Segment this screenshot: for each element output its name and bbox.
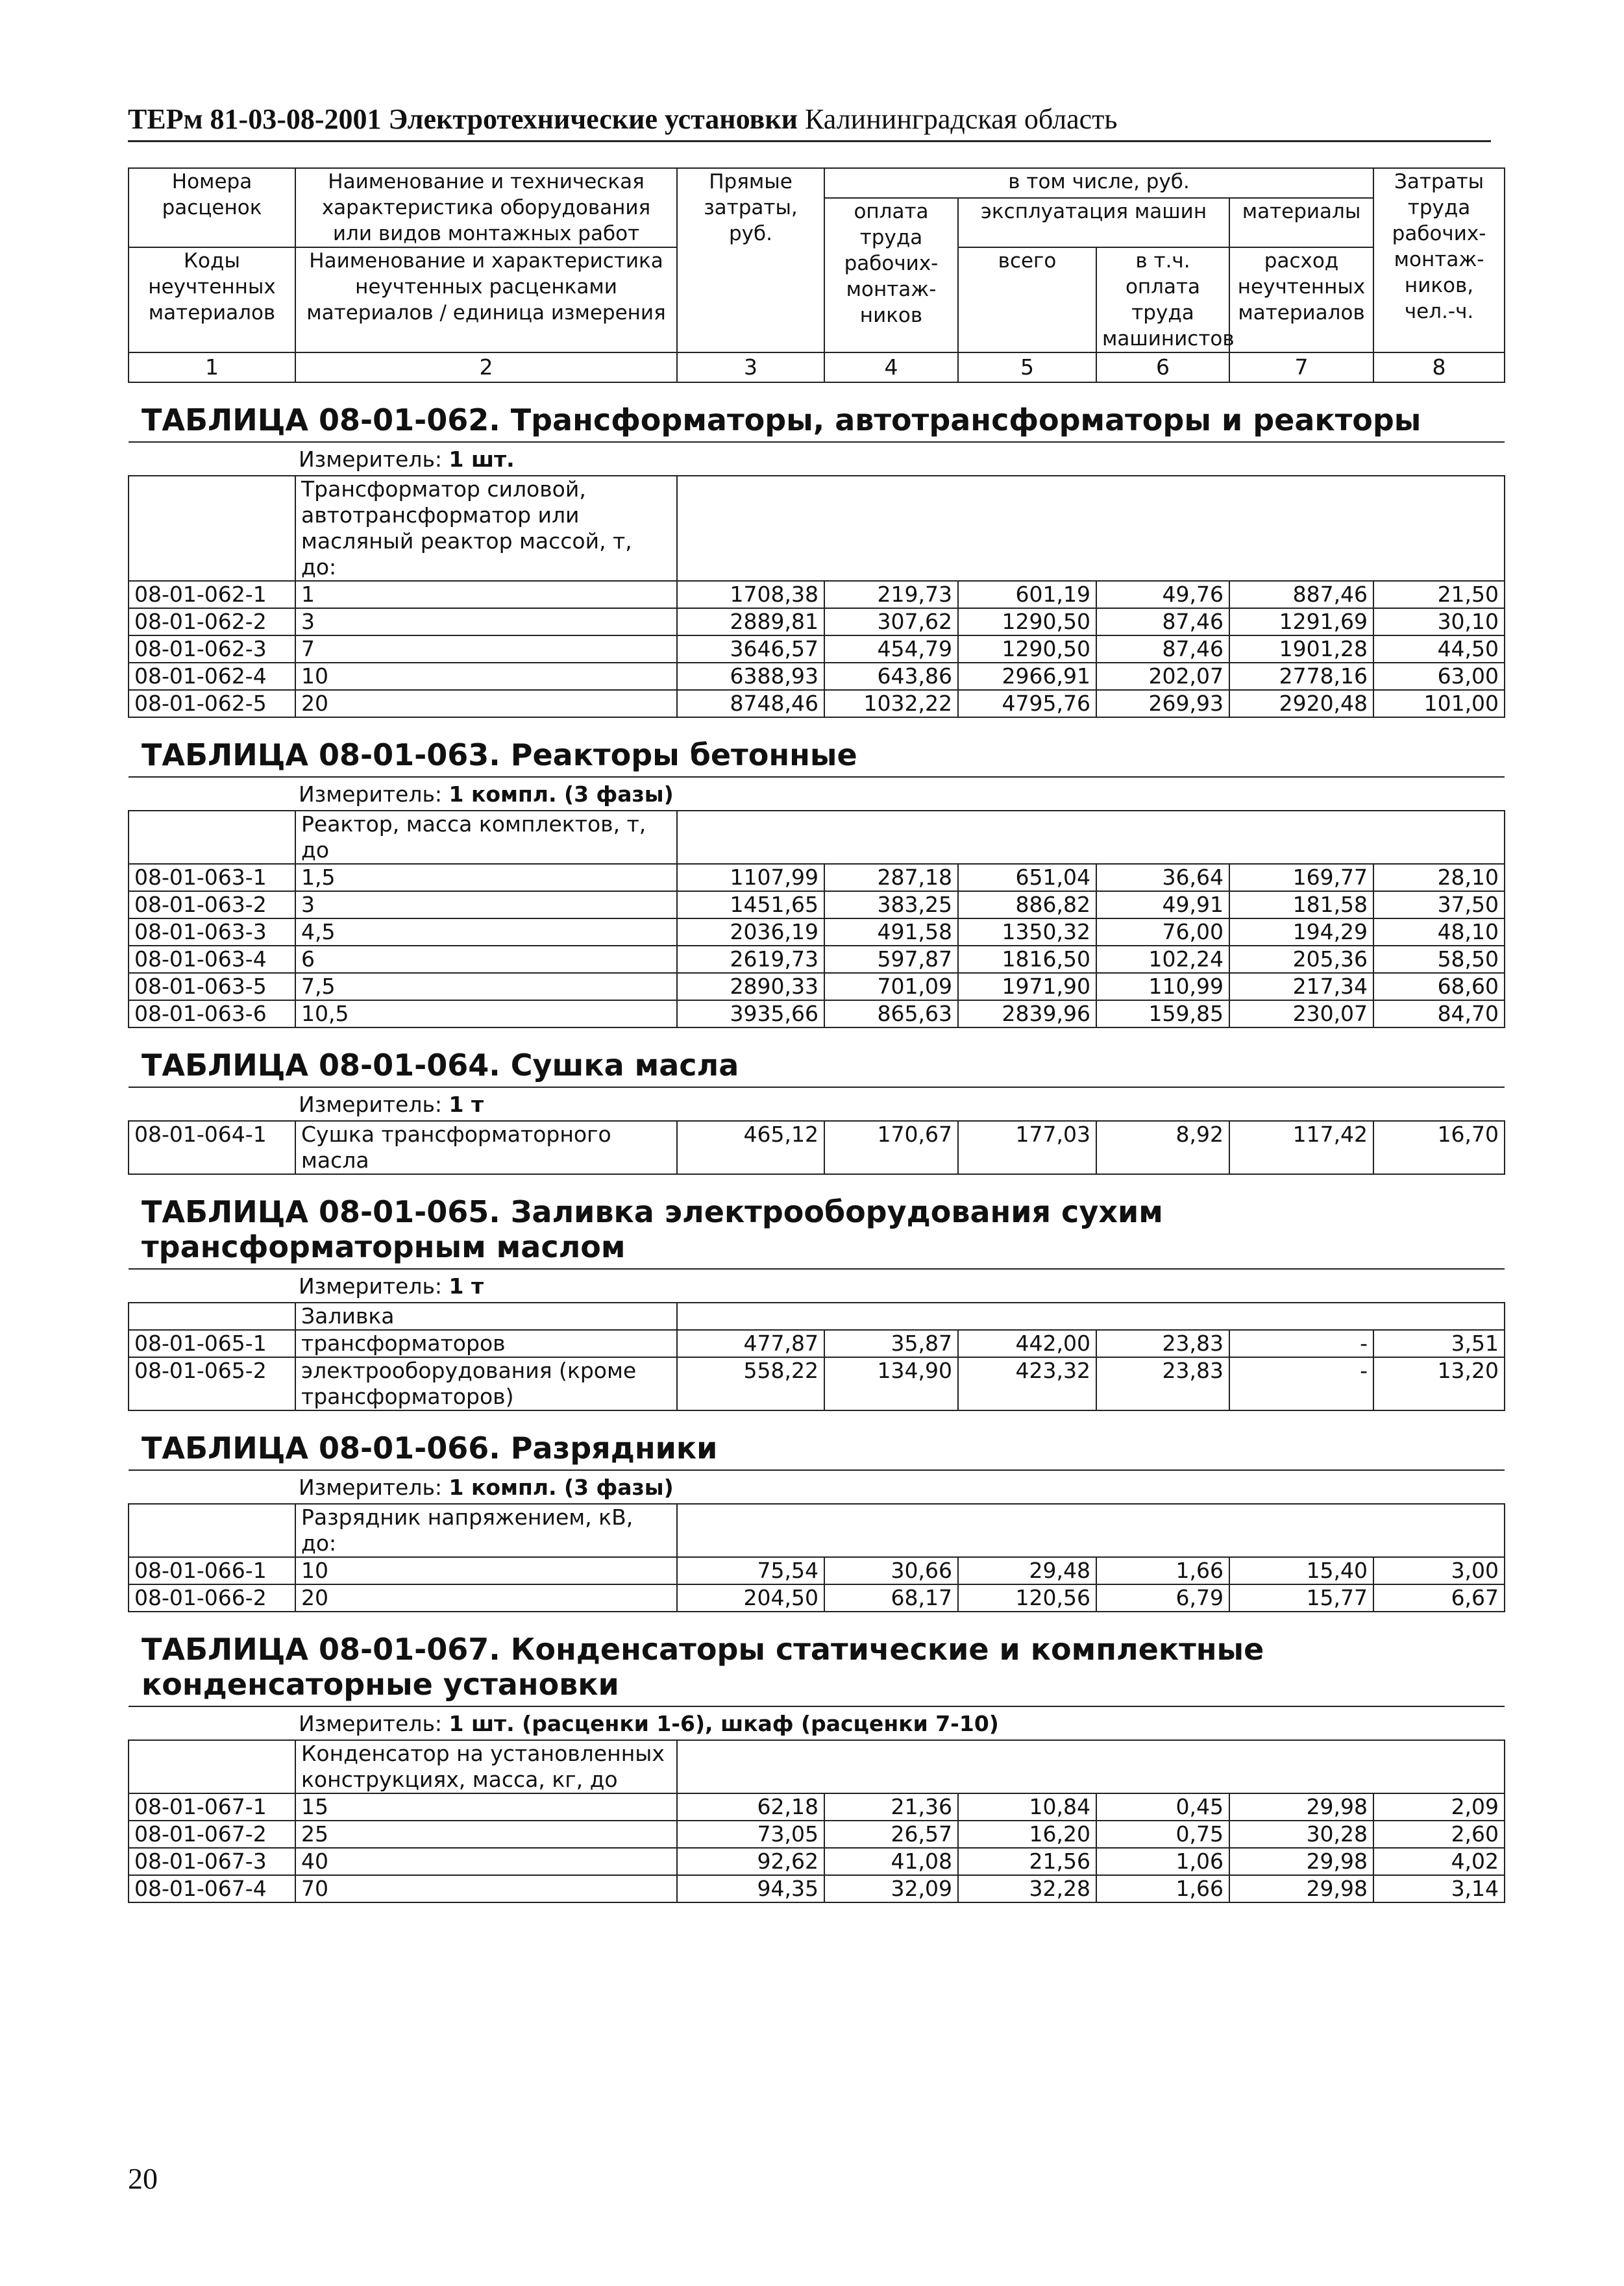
table-row: [129, 1584, 1505, 1612]
header-materials: материалы: [1229, 198, 1373, 247]
machine-wages-value: 102,24: [1096, 946, 1229, 973]
section-title-row: [129, 1612, 1505, 1706]
materials-value: -: [1229, 1357, 1373, 1410]
materials-value: 15,77: [1229, 1584, 1373, 1612]
measure-value: 1 т: [449, 1092, 484, 1117]
machines-total-value: 177,03: [958, 1121, 1096, 1174]
rate-name: 20: [295, 690, 677, 717]
wages-value: 30,66: [824, 1557, 958, 1584]
rate-code: 08-01-063-5: [129, 973, 295, 1000]
rate-name: 3: [295, 891, 677, 918]
rate-name: 10,5: [295, 1000, 677, 1027]
machine-wages-value: 1,06: [1096, 1848, 1229, 1875]
table-row: [129, 1557, 1505, 1584]
description-code-cell: [129, 811, 295, 864]
direct-costs-value: 477,87: [677, 1330, 824, 1357]
measure-value: 1 т: [449, 1273, 484, 1299]
table-row: [129, 608, 1505, 635]
measure-value: 1 шт.: [449, 447, 515, 472]
rate-code: 08-01-062-3: [129, 635, 295, 663]
labor-value: 16,70: [1373, 1121, 1505, 1174]
rate-name: 40: [295, 1848, 677, 1875]
direct-costs-value: 3935,66: [677, 1000, 824, 1027]
rate-code: 08-01-063-3: [129, 918, 295, 946]
labor-value: 84,70: [1373, 1000, 1505, 1027]
direct-costs-value: 8748,46: [677, 690, 824, 717]
machines-total-value: 1816,50: [958, 946, 1096, 973]
wages-value: 26,57: [824, 1821, 958, 1848]
machine-wages-value: 6,79: [1096, 1584, 1229, 1612]
materials-value: 2778,16: [1229, 663, 1373, 690]
direct-costs-value: 1451,65: [677, 891, 824, 918]
rate-name: 7: [295, 635, 677, 663]
rate-code: 08-01-067-3: [129, 1848, 295, 1875]
direct-costs-value: 2889,81: [677, 608, 824, 635]
direct-costs-value: 94,35: [677, 1875, 824, 1902]
rate-code: 08-01-067-1: [129, 1793, 295, 1821]
labor-value: 68,60: [1373, 973, 1505, 1000]
header-machines-wages: в т.ч. оплата труда машинистов: [1096, 247, 1229, 352]
direct-costs-value: 1708,38: [677, 581, 824, 608]
machine-wages-value: 269,93: [1096, 690, 1229, 717]
table-row: [129, 1121, 1505, 1174]
materials-value: 194,29: [1229, 918, 1373, 946]
rate-code: 08-01-065-2: [129, 1357, 295, 1410]
machines-total-value: 21,56: [958, 1848, 1096, 1875]
header-labor: Затраты труда рабочих-монтаж-ников, чел.-ч.: [1373, 168, 1505, 352]
description-row: [129, 1504, 1505, 1557]
wages-value: 170,67: [824, 1121, 958, 1174]
labor-value: 101,00: [1373, 690, 1505, 717]
machine-wages-value: 23,83: [1096, 1357, 1229, 1410]
table-row: [129, 1848, 1505, 1875]
machine-wages-value: 87,46: [1096, 635, 1229, 663]
page-number: 20: [128, 2162, 158, 2195]
table-body: [129, 382, 1505, 1902]
header-codes-top: Номера расценок: [129, 168, 295, 247]
machines-total-value: 2966,91: [958, 663, 1096, 690]
machine-wages-value: 49,91: [1096, 891, 1229, 918]
labor-value: 2,09: [1373, 1793, 1505, 1821]
rate-name: трансформаторов: [295, 1330, 677, 1357]
measure-label: Измеритель:: [299, 1092, 443, 1117]
section-title: ТАБЛИЦА 08-01-064. Сушка масла: [129, 1027, 1505, 1087]
rate-name: 70: [295, 1875, 677, 1902]
measure-row: [129, 442, 1505, 476]
rate-name: 7,5: [295, 973, 677, 1000]
header-wages: оплата труда рабочих-монтаж-ников: [824, 198, 958, 352]
table-row: [129, 1793, 1505, 1821]
machines-total-value: 32,28: [958, 1875, 1096, 1902]
labor-value: 3,00: [1373, 1557, 1505, 1584]
materials-value: 29,98: [1229, 1875, 1373, 1902]
direct-costs-value: 75,54: [677, 1557, 824, 1584]
rate-name: 20: [295, 1584, 677, 1612]
rate-code: 08-01-063-6: [129, 1000, 295, 1027]
table-row: [129, 946, 1505, 973]
rate-name: 1: [295, 581, 677, 608]
materials-value: -: [1229, 1330, 1373, 1357]
measure-row: [129, 1470, 1505, 1504]
measure-unit: [129, 1470, 1505, 1504]
table-row: [129, 918, 1505, 946]
table-row: [129, 581, 1505, 608]
rate-name: 10: [295, 663, 677, 690]
rate-name: 1,5: [295, 864, 677, 891]
rate-name: 4,5: [295, 918, 677, 946]
wages-value: 219,73: [824, 581, 958, 608]
description-text: Конденсатор на установленных конструкциях, масса, кг, до: [295, 1740, 677, 1793]
direct-costs-value: 2036,19: [677, 918, 824, 946]
materials-value: 30,28: [1229, 1821, 1373, 1848]
description-spacer: [677, 1740, 1505, 1793]
machines-total-value: 1290,50: [958, 635, 1096, 663]
machines-total-value: 886,82: [958, 891, 1096, 918]
header-direct-costs: Прямые затраты, руб.: [677, 168, 824, 352]
region-name: Калининградская область: [805, 103, 1118, 135]
description-spacer: [677, 1303, 1505, 1330]
machine-wages-value: 110,99: [1096, 973, 1229, 1000]
labor-value: 48,10: [1373, 918, 1505, 946]
price-table: [128, 167, 1505, 1903]
materials-value: 29,98: [1229, 1793, 1373, 1821]
description-text: Трансформатор силовой, автотрансформатор или масляный реактор массой, т, до:: [295, 476, 677, 581]
direct-costs-value: 92,62: [677, 1848, 824, 1875]
wages-value: 701,09: [824, 973, 958, 1000]
machines-total-value: 120,56: [958, 1584, 1096, 1612]
table-row: [129, 690, 1505, 717]
materials-value: 181,58: [1229, 891, 1373, 918]
labor-value: 30,10: [1373, 608, 1505, 635]
rate-code: 08-01-062-4: [129, 663, 295, 690]
header-machines: эксплуатация машин: [958, 198, 1229, 247]
materials-value: 217,34: [1229, 973, 1373, 1000]
section-title-row: [129, 382, 1505, 442]
header-rule: [128, 140, 1491, 142]
rate-code: 08-01-062-2: [129, 608, 295, 635]
rate-name: 10: [295, 1557, 677, 1584]
machine-wages-value: 87,46: [1096, 608, 1229, 635]
wages-value: 1032,22: [824, 690, 958, 717]
labor-value: 63,00: [1373, 663, 1505, 690]
machine-wages-value: 76,00: [1096, 918, 1229, 946]
rate-code: 08-01-063-1: [129, 864, 295, 891]
description-text: Разрядник напряжением, кВ, до:: [295, 1504, 677, 1557]
table-header: [129, 168, 1505, 382]
machine-wages-value: 8,92: [1096, 1121, 1229, 1174]
labor-value: 28,10: [1373, 864, 1505, 891]
description-row: [129, 1303, 1505, 1330]
description-code-cell: [129, 1740, 295, 1793]
materials-value: 1901,28: [1229, 635, 1373, 663]
wages-value: 643,86: [824, 663, 958, 690]
rate-code: 08-01-067-2: [129, 1821, 295, 1848]
table-row: [129, 635, 1505, 663]
section-title: ТАБЛИЦА 08-01-062. Трансформаторы, автотрансформаторы и реакторы: [129, 382, 1505, 442]
table-row: [129, 864, 1505, 891]
column-number: 2: [295, 352, 677, 382]
materials-value: 117,42: [1229, 1121, 1373, 1174]
machine-wages-value: 0,45: [1096, 1793, 1229, 1821]
machines-total-value: 1290,50: [958, 608, 1096, 635]
wages-value: 41,08: [824, 1848, 958, 1875]
rate-code: 08-01-063-4: [129, 946, 295, 973]
rate-code: 08-01-062-1: [129, 581, 295, 608]
direct-costs-value: 2619,73: [677, 946, 824, 973]
measure-row: [129, 1087, 1505, 1121]
labor-value: 58,50: [1373, 946, 1505, 973]
materials-value: 169,77: [1229, 864, 1373, 891]
header-machines-total: всего: [958, 247, 1096, 352]
description-spacer: [677, 811, 1505, 864]
wages-value: 134,90: [824, 1357, 958, 1410]
header-codes-bottom: Коды неучтенных материалов: [129, 247, 295, 352]
section-title: ТАБЛИЦА 08-01-067. Конденсаторы статические и комплектные конденсаторные установки: [129, 1612, 1505, 1706]
description-text: Реактор, масса комплектов, т, до: [295, 811, 677, 864]
section-title: ТАБЛИЦА 08-01-065. Заливка электрооборудования сухим трансформаторным маслом: [129, 1174, 1505, 1269]
table-row: [129, 891, 1505, 918]
materials-value: 230,07: [1229, 1000, 1373, 1027]
rate-code: 08-01-064-1: [129, 1121, 295, 1174]
direct-costs-value: 2890,33: [677, 973, 824, 1000]
measure-label: Измеритель:: [299, 781, 443, 807]
machines-total-value: 1971,90: [958, 973, 1096, 1000]
header-materials-sub: расход неучтенных материалов: [1229, 247, 1373, 352]
measure-label: Измеритель:: [299, 1711, 443, 1736]
section-title-row: [129, 1410, 1505, 1470]
measure-unit: [129, 442, 1505, 476]
measure-row: [129, 1269, 1505, 1303]
machines-total-value: 4795,76: [958, 690, 1096, 717]
table-row: [129, 973, 1505, 1000]
section-title-row: [129, 717, 1505, 777]
description-spacer: [677, 1504, 1505, 1557]
header-name-top: Наименование и техническая характеристика оборудования или видов монтажных работ: [295, 168, 677, 247]
labor-value: 3,14: [1373, 1875, 1505, 1902]
measure-row: [129, 777, 1505, 811]
machine-wages-value: 1,66: [1096, 1557, 1229, 1584]
measure-label: Измеритель:: [299, 1475, 443, 1500]
wages-value: 491,58: [824, 918, 958, 946]
rate-name: 3: [295, 608, 677, 635]
rate-name: Сушка трансформаторного масла: [295, 1121, 677, 1174]
table-row: [129, 663, 1505, 690]
page-header: [128, 103, 1491, 136]
description-code-cell: [129, 1303, 295, 1330]
direct-costs-value: 558,22: [677, 1357, 824, 1410]
machines-total-value: 2839,96: [958, 1000, 1096, 1027]
measure-value: 1 компл. (3 фазы): [449, 1475, 674, 1500]
rate-code: 08-01-062-5: [129, 690, 295, 717]
description-row: [129, 811, 1505, 864]
measure-unit: [129, 777, 1505, 811]
table-row: [129, 1357, 1505, 1410]
section-title-row: [129, 1027, 1505, 1087]
machines-total-value: 29,48: [958, 1557, 1096, 1584]
labor-value: 6,67: [1373, 1584, 1505, 1612]
column-number: 4: [824, 352, 958, 382]
description-spacer: [677, 476, 1505, 581]
labor-value: 13,20: [1373, 1357, 1505, 1410]
machines-total-value: 16,20: [958, 1821, 1096, 1848]
labor-value: 2,60: [1373, 1821, 1505, 1848]
direct-costs-value: 3646,57: [677, 635, 824, 663]
machines-total-value: 10,84: [958, 1793, 1096, 1821]
wages-value: 383,25: [824, 891, 958, 918]
machine-wages-value: 23,83: [1096, 1330, 1229, 1357]
rate-code: 08-01-063-2: [129, 891, 295, 918]
materials-value: 2920,48: [1229, 690, 1373, 717]
rate-code: 08-01-065-1: [129, 1330, 295, 1357]
column-number: 6: [1096, 352, 1229, 382]
wages-value: 307,62: [824, 608, 958, 635]
machines-total-value: 651,04: [958, 864, 1096, 891]
column-number: 7: [1229, 352, 1373, 382]
rate-name: 25: [295, 1821, 677, 1848]
machine-wages-value: 159,85: [1096, 1000, 1229, 1027]
measure-unit: [129, 1706, 1505, 1740]
measure-label: Измеритель:: [299, 447, 443, 472]
machines-total-value: 442,00: [958, 1330, 1096, 1357]
wages-value: 287,18: [824, 864, 958, 891]
materials-value: 15,40: [1229, 1557, 1373, 1584]
rate-name: электрооборудования (кроме трансформаторов): [295, 1357, 677, 1410]
column-number: 5: [958, 352, 1096, 382]
direct-costs-value: 73,05: [677, 1821, 824, 1848]
table-row: [129, 1821, 1505, 1848]
labor-value: 37,50: [1373, 891, 1505, 918]
column-number: 3: [677, 352, 824, 382]
table-row: [129, 1330, 1505, 1357]
rate-code: 08-01-067-4: [129, 1875, 295, 1902]
header-name-bottom: Наименование и характеристика неучтенных расценками материалов / единица измерения: [295, 247, 677, 352]
labor-value: 21,50: [1373, 581, 1505, 608]
column-number: 1: [129, 352, 295, 382]
measure-label: Измеритель:: [299, 1273, 443, 1299]
rate-code: 08-01-066-1: [129, 1557, 295, 1584]
measure-row: [129, 1706, 1505, 1740]
machines-total-value: 1350,32: [958, 918, 1096, 946]
description-code-cell: [129, 476, 295, 581]
labor-value: 4,02: [1373, 1848, 1505, 1875]
machine-wages-value: 49,76: [1096, 581, 1229, 608]
column-number: 8: [1373, 352, 1505, 382]
materials-value: 29,98: [1229, 1848, 1373, 1875]
measure-value: 1 шт. (расценки 1-6), шкаф (расценки 7-10): [449, 1711, 999, 1736]
measure-value: 1 компл. (3 фазы): [449, 781, 674, 807]
description-text: Заливка: [295, 1303, 677, 1330]
measure-unit: [129, 1087, 1505, 1121]
wages-value: 597,87: [824, 946, 958, 973]
labor-value: 3,51: [1373, 1330, 1505, 1357]
wages-value: 35,87: [824, 1330, 958, 1357]
machines-total-value: 601,19: [958, 581, 1096, 608]
section-title-row: [129, 1174, 1505, 1269]
materials-value: 205,36: [1229, 946, 1373, 973]
labor-value: 44,50: [1373, 635, 1505, 663]
wages-value: 454,79: [824, 635, 958, 663]
rate-code: 08-01-066-2: [129, 1584, 295, 1612]
wages-value: 32,09: [824, 1875, 958, 1902]
table-row: [129, 1000, 1505, 1027]
rate-name: 6: [295, 946, 677, 973]
direct-costs-value: 465,12: [677, 1121, 824, 1174]
rate-name: 15: [295, 1793, 677, 1821]
machines-total-value: 423,32: [958, 1357, 1096, 1410]
wages-value: 68,17: [824, 1584, 958, 1612]
wages-value: 865,63: [824, 1000, 958, 1027]
direct-costs-value: 62,18: [677, 1793, 824, 1821]
description-code-cell: [129, 1504, 295, 1557]
section-title: ТАБЛИЦА 08-01-066. Разрядники: [129, 1410, 1505, 1470]
header-including: в том числе, руб.: [824, 168, 1373, 198]
table-row: [129, 1875, 1505, 1902]
direct-costs-value: 6388,93: [677, 663, 824, 690]
measure-unit: [129, 1269, 1505, 1303]
document-code: ТЕРм 81-03-08-2001 Электротехнические установки: [128, 103, 798, 135]
section-title: ТАБЛИЦА 08-01-063. Реакторы бетонные: [129, 717, 1505, 777]
direct-costs-value: 204,50: [677, 1584, 824, 1612]
wages-value: 21,36: [824, 1793, 958, 1821]
description-row: [129, 476, 1505, 581]
machine-wages-value: 0,75: [1096, 1821, 1229, 1848]
direct-costs-value: 1107,99: [677, 864, 824, 891]
materials-value: 1291,69: [1229, 608, 1373, 635]
description-row: [129, 1740, 1505, 1793]
machine-wages-value: 36,64: [1096, 864, 1229, 891]
materials-value: 887,46: [1229, 581, 1373, 608]
machine-wages-value: 202,07: [1096, 663, 1229, 690]
machine-wages-value: 1,66: [1096, 1875, 1229, 1902]
